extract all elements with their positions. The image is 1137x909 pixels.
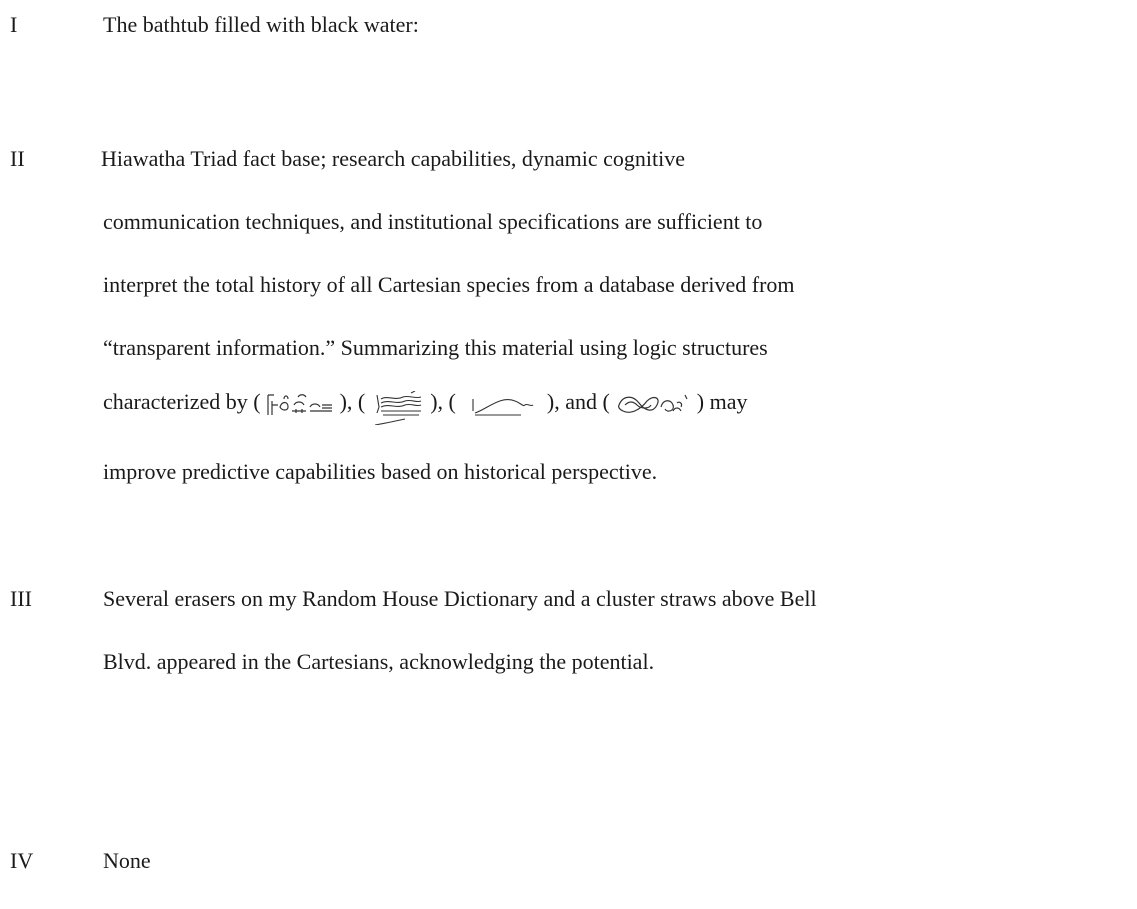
wave-stack-icon bbox=[371, 391, 425, 417]
text-line: Hiawatha Triad fact base; research capabilities, dynamic cognitive bbox=[101, 146, 686, 171]
glyph-line-prefix: characterized by ( bbox=[103, 389, 267, 415]
glyph-line-sep: ), ( bbox=[430, 389, 462, 415]
roman-numeral: I bbox=[10, 12, 18, 37]
glyph-line-suffix: ) may bbox=[696, 389, 748, 415]
roman-numeral: IV bbox=[10, 848, 34, 873]
text-line: The bathtub filled with black water: bbox=[103, 12, 419, 37]
roman-numeral: II bbox=[10, 146, 25, 171]
glyph-line-sep: ), and ( bbox=[546, 389, 616, 415]
glyph-line-sep: ), ( bbox=[339, 389, 371, 415]
curve-line-icon bbox=[461, 391, 541, 417]
text-line: improve predictive capabilities based on historical perspective. bbox=[103, 459, 658, 484]
text-line: communication techniques, and institutional specifications are sufficient to bbox=[103, 209, 763, 234]
glyph-line bbox=[103, 391, 748, 417]
roman-numeral: III bbox=[10, 586, 32, 611]
text-line: Several erasers on my Random House Dictionary and a cluster straws above Bell bbox=[103, 586, 817, 611]
loop-symbols-icon bbox=[615, 391, 691, 417]
hieroglyph-icon bbox=[266, 391, 334, 417]
text-line: interpret the total history of all Cartesian species from a database derived from bbox=[103, 272, 795, 297]
text-line: None bbox=[103, 848, 151, 873]
text-line: Blvd. appeared in the Cartesians, acknowledging the potential. bbox=[103, 649, 655, 674]
text-line: “transparent information.” Summarizing this material using logic structures bbox=[103, 335, 768, 360]
